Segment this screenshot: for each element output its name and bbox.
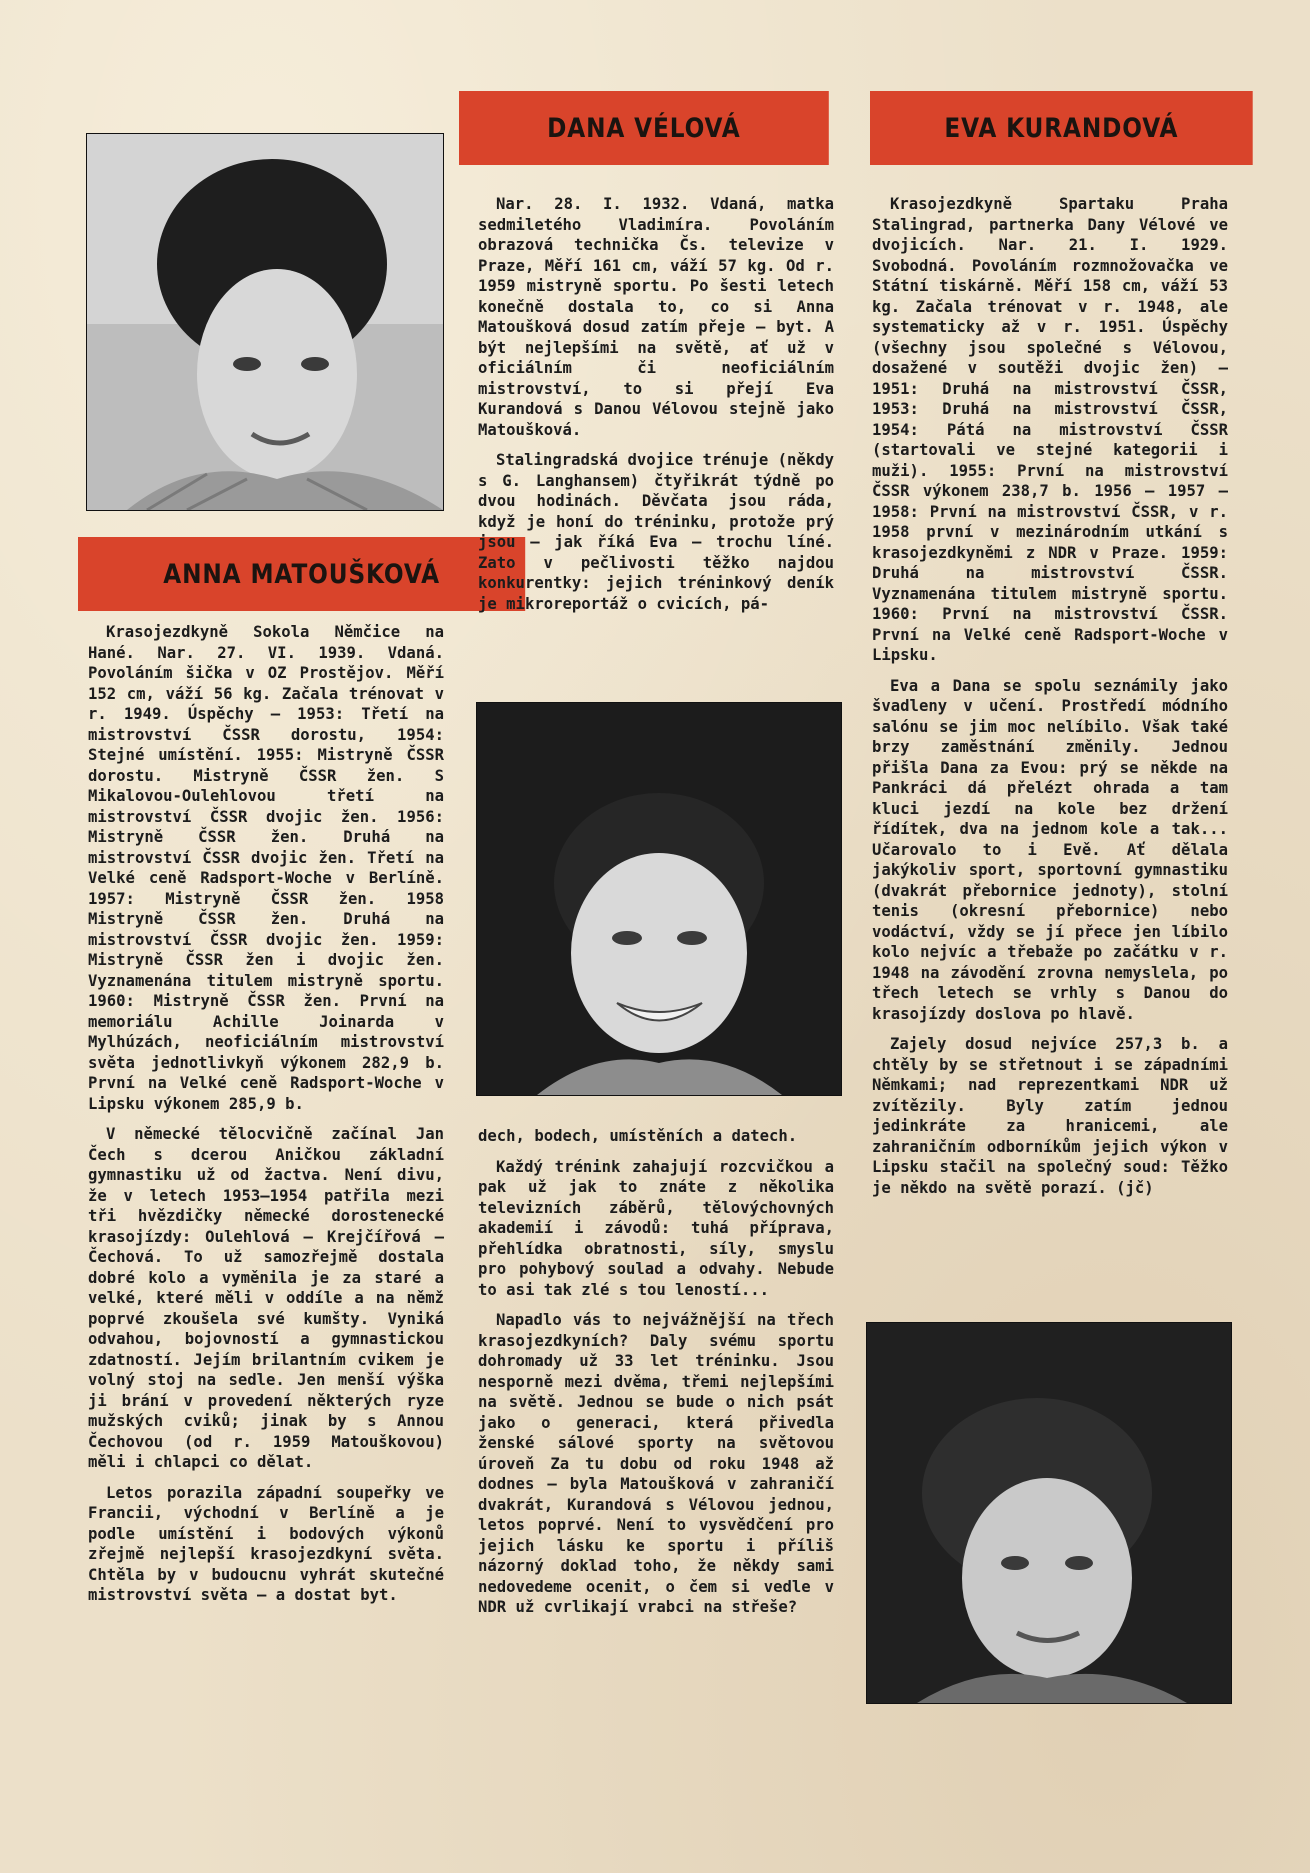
name-dana-velova: DANA VÉLOVÁ [547, 112, 741, 144]
story-paragraph: Letos porazila západní soupeřky ve Francii, východní v Berlíně a je podle umístění i bodových výkonů zřejmě nejlepší krasojezdkyní světa. Chtěla by v budoucnu vyhrát skutečné mistrovství světa — a dostat byt. [88, 1483, 444, 1604]
text-column-left [88, 622, 444, 1606]
text-column-middle-top [478, 194, 834, 614]
name-banner-eva-kurandova [870, 91, 1253, 165]
bio-paragraph: Nar. 28. I. 1932. Vdaná, matka sedmiletého Vladimíra. Povoláním obrazová technička Čs. televize v Praze, Měří 161 cm, váží 57 kg. Od r. 1959 mistryně sportu. Po šesti letech konečně dostala to, co si Anna Matoušková dosud zatím přeje — byt. A být nejlepšími na světě, ať už v oficiálním či neoficiálním mistrovství, to si přejí Eva Kurandová s Danou Vélovou stejně jako Matoušková. [478, 195, 834, 439]
name-banner-dana-velova [459, 91, 829, 165]
story-paragraph-continued: dech, bodech, umístěních a datech. [478, 1127, 798, 1145]
story-paragraph: Eva a Dana se spolu seznámily jako švadleny v učení. Prostředí módního salónu se jim moc nelíbilo. Však také brzy zaměstnání změnily. Jednou přišla Dana za Evou: prý se někde na Pankráci dá přelézt ohrada a tam kluci jezdí na kole bez držení řídítek, dva na jednom kole a tak... Učarovalo to i Evě. Ať dělala jakýkoliv sport, sportovní gymnastiku (dvakrát přebornice jednoty), stolní tenis (okresní přebornice) nebo vodáctví, vždy se jí přece jen líbilo kolo nejvíc a třebaže po začátku v r. 1948 na závodění zrovna nemyslela, po třech letech se vrhly s Danou do krasojízdy doslova po hlavě. [872, 676, 1228, 1023]
photo-dana-velova [476, 702, 842, 1096]
photo-anna-matouskova [86, 133, 444, 511]
name-eva-kurandova: EVA KURANDOVÁ [944, 112, 1179, 144]
story-paragraph: Napadlo vás to nejvážnější na třech krasojezdkyních? Daly svému sportu dohromady už 33 let tréninku. Jsou nesporně mezi dvěma, třemi nejlepšími na světě. Jednou se bude o nich psát jako o generaci, která přivedla ženské sálové sporty na světovou úroveň Za tu dobu od roku 1948 až dodnes — byla Matoušková v zahraničí dvakrát, Kurandová s Vélovou jednou, letos poprvé. Není to vysvědčení pro jejich lásku ke sportu i příliš názorný doklad toho, že někdy sami nedovedeme ocenit, o čem si vedle v NDR už cvrlikají vrabci na střeše? [478, 1311, 834, 1616]
name-banner-anna-matouskova [78, 537, 525, 611]
photo-eva-kurandova [866, 1322, 1232, 1704]
text-column-middle-bottom [478, 1126, 834, 1618]
story-paragraph: Stalingradská dvojice trénuje (někdy s G. Langhansem) čtyřikrát týdně po dvou hodinách. Děvčata jsou ráda, když je honí do tréninku, protože prý jsou — jak říká Eva — trochu líné. Zato v pečlivosti těžko najdou konkurentky: jejich tréninkový deník je mikroreportáž o cvicích, pá- [478, 451, 834, 613]
text-column-right [872, 194, 1228, 1198]
bio-paragraph: Krasojezdkyně Spartaku Praha Stalingrad, partnerka Dany Vélové ve dvojicích. Nar. 21. I. 1929. Svobodná. Povoláním rozmnožovačka ve Státní tiskárně. Měří 158 cm, váží 53 kg. Začala trénovat v r. 1948, ale systematicky až v r. 1951. Úspěchy (všechny jsou společné s Vélovou, dosažené v soutěži dvojic žen) — 1951: Druhá na mistrovství ČSSR, 1953: Druhá na mistrovství ČSSR, 1954: Pátá na mistrovství ČSSR (startovali ve stejné kategorii i muži). 1955: První na mistrovství ČSSR výkonem 238,7 b. 1956 — 1957 — 1958: První na mistrovství ČSSR, v r. 1958 první v mezinárodním utkání s krasojezdkyněmi z NDR v Praze. 1959: Druhá na mistrovství ČSSR. Vyznamenána titulem mistryně sportu. 1960: První na mistrovství ČSSR. První na Velké ceně Radsport-Woche v Lipsku. [872, 195, 1228, 664]
name-anna-matouskova: ANNA MATOUŠKOVÁ [163, 558, 440, 590]
bio-paragraph: Krasojezdkyně Sokola Němčice na Hané. Nar. 27. VI. 1939. Vdaná. Povoláním šička v OZ Prostějov. Měří 152 cm, váží 56 kg. Začala trénovat v r. 1949. Úspěchy — 1953: Třetí na mistrovství ČSSR dorostu, 1954: Stejné umístění. 1955: Mistryně ČSSR dorostu. Mistryně ČSSR žen. S Mikalovou-Oulehlovou třetí na mistrovství ČSSR dvojic žen. 1956: Mistryně ČSSR žen. Druhá na mistrovství ČSSR dvojic žen. Třetí na Velké ceně Radsport-Woche v Berlíně. 1957: Mistryně ČSSR žen. 1958 Mistryně ČSSR žen. Druhá na mistrovství ČSSR dvojic žen. 1959: Mistryně ČSSR žen i dvojic žen. Vyznamenána titulem mistryně sportu. 1960: Mistryně ČSSR žen. První na memoriálu Achille Joinarda v Mylhúzách, neoficiálním mistrovství světa jednotlivkyň výkonem 282,9 b. První na Velké ceně Radsport-Woche v Lipsku výkonem 285,9 b. [88, 623, 444, 1113]
story-paragraph: Zajely dosud nejvíce 257,3 b. a chtěly by se střetnout i se západními Němkami; nad reprezentkami NDR už zvítězily. Byly zatím jednou jedinkráte za hranicemi, ale zahraničním odborníkům jejich výkon v Lipsku stačil na společný soud: Těžko je někdo na světě porazí. (jč) [872, 1035, 1228, 1197]
story-paragraph: Každý trénink zahajují rozcvičkou a pak už jak to znáte z několika televizních záběrů, tělovýchovných akademií i závodů: tuhá příprava, přehlídka obratnosti, síly, smyslu pro pohybový soulad a odvahy. Nebude to asi tak zlé s tou leností... [478, 1157, 834, 1299]
story-paragraph: V německé tělocvičně začínal Jan Čech s dcerou Aničkou základní gymnastiku už od žactva. Není divu, že v letech 1953—1954 patřila mezi tři hvězdičky německé dorostenecké krasojízdy: Oulehlová — Krejčířová — Čechová. To už samozřejmě dostala dobré kolo a vyměnila je za staré a velké, které měli v oddíle a na němž poprvé zkoušela své kumšty. Vyniká odvahou, bojovností a gymnastickou zdatností. Jejím brilantním cvikem je volný stoj na sedle. Jen menší výška ji brání v provedení některých ryze mužských cviků; jinak by s Annou Čechovou (od r. 1959 Matouškovou) měli i chlapci co dělat. [88, 1125, 444, 1471]
